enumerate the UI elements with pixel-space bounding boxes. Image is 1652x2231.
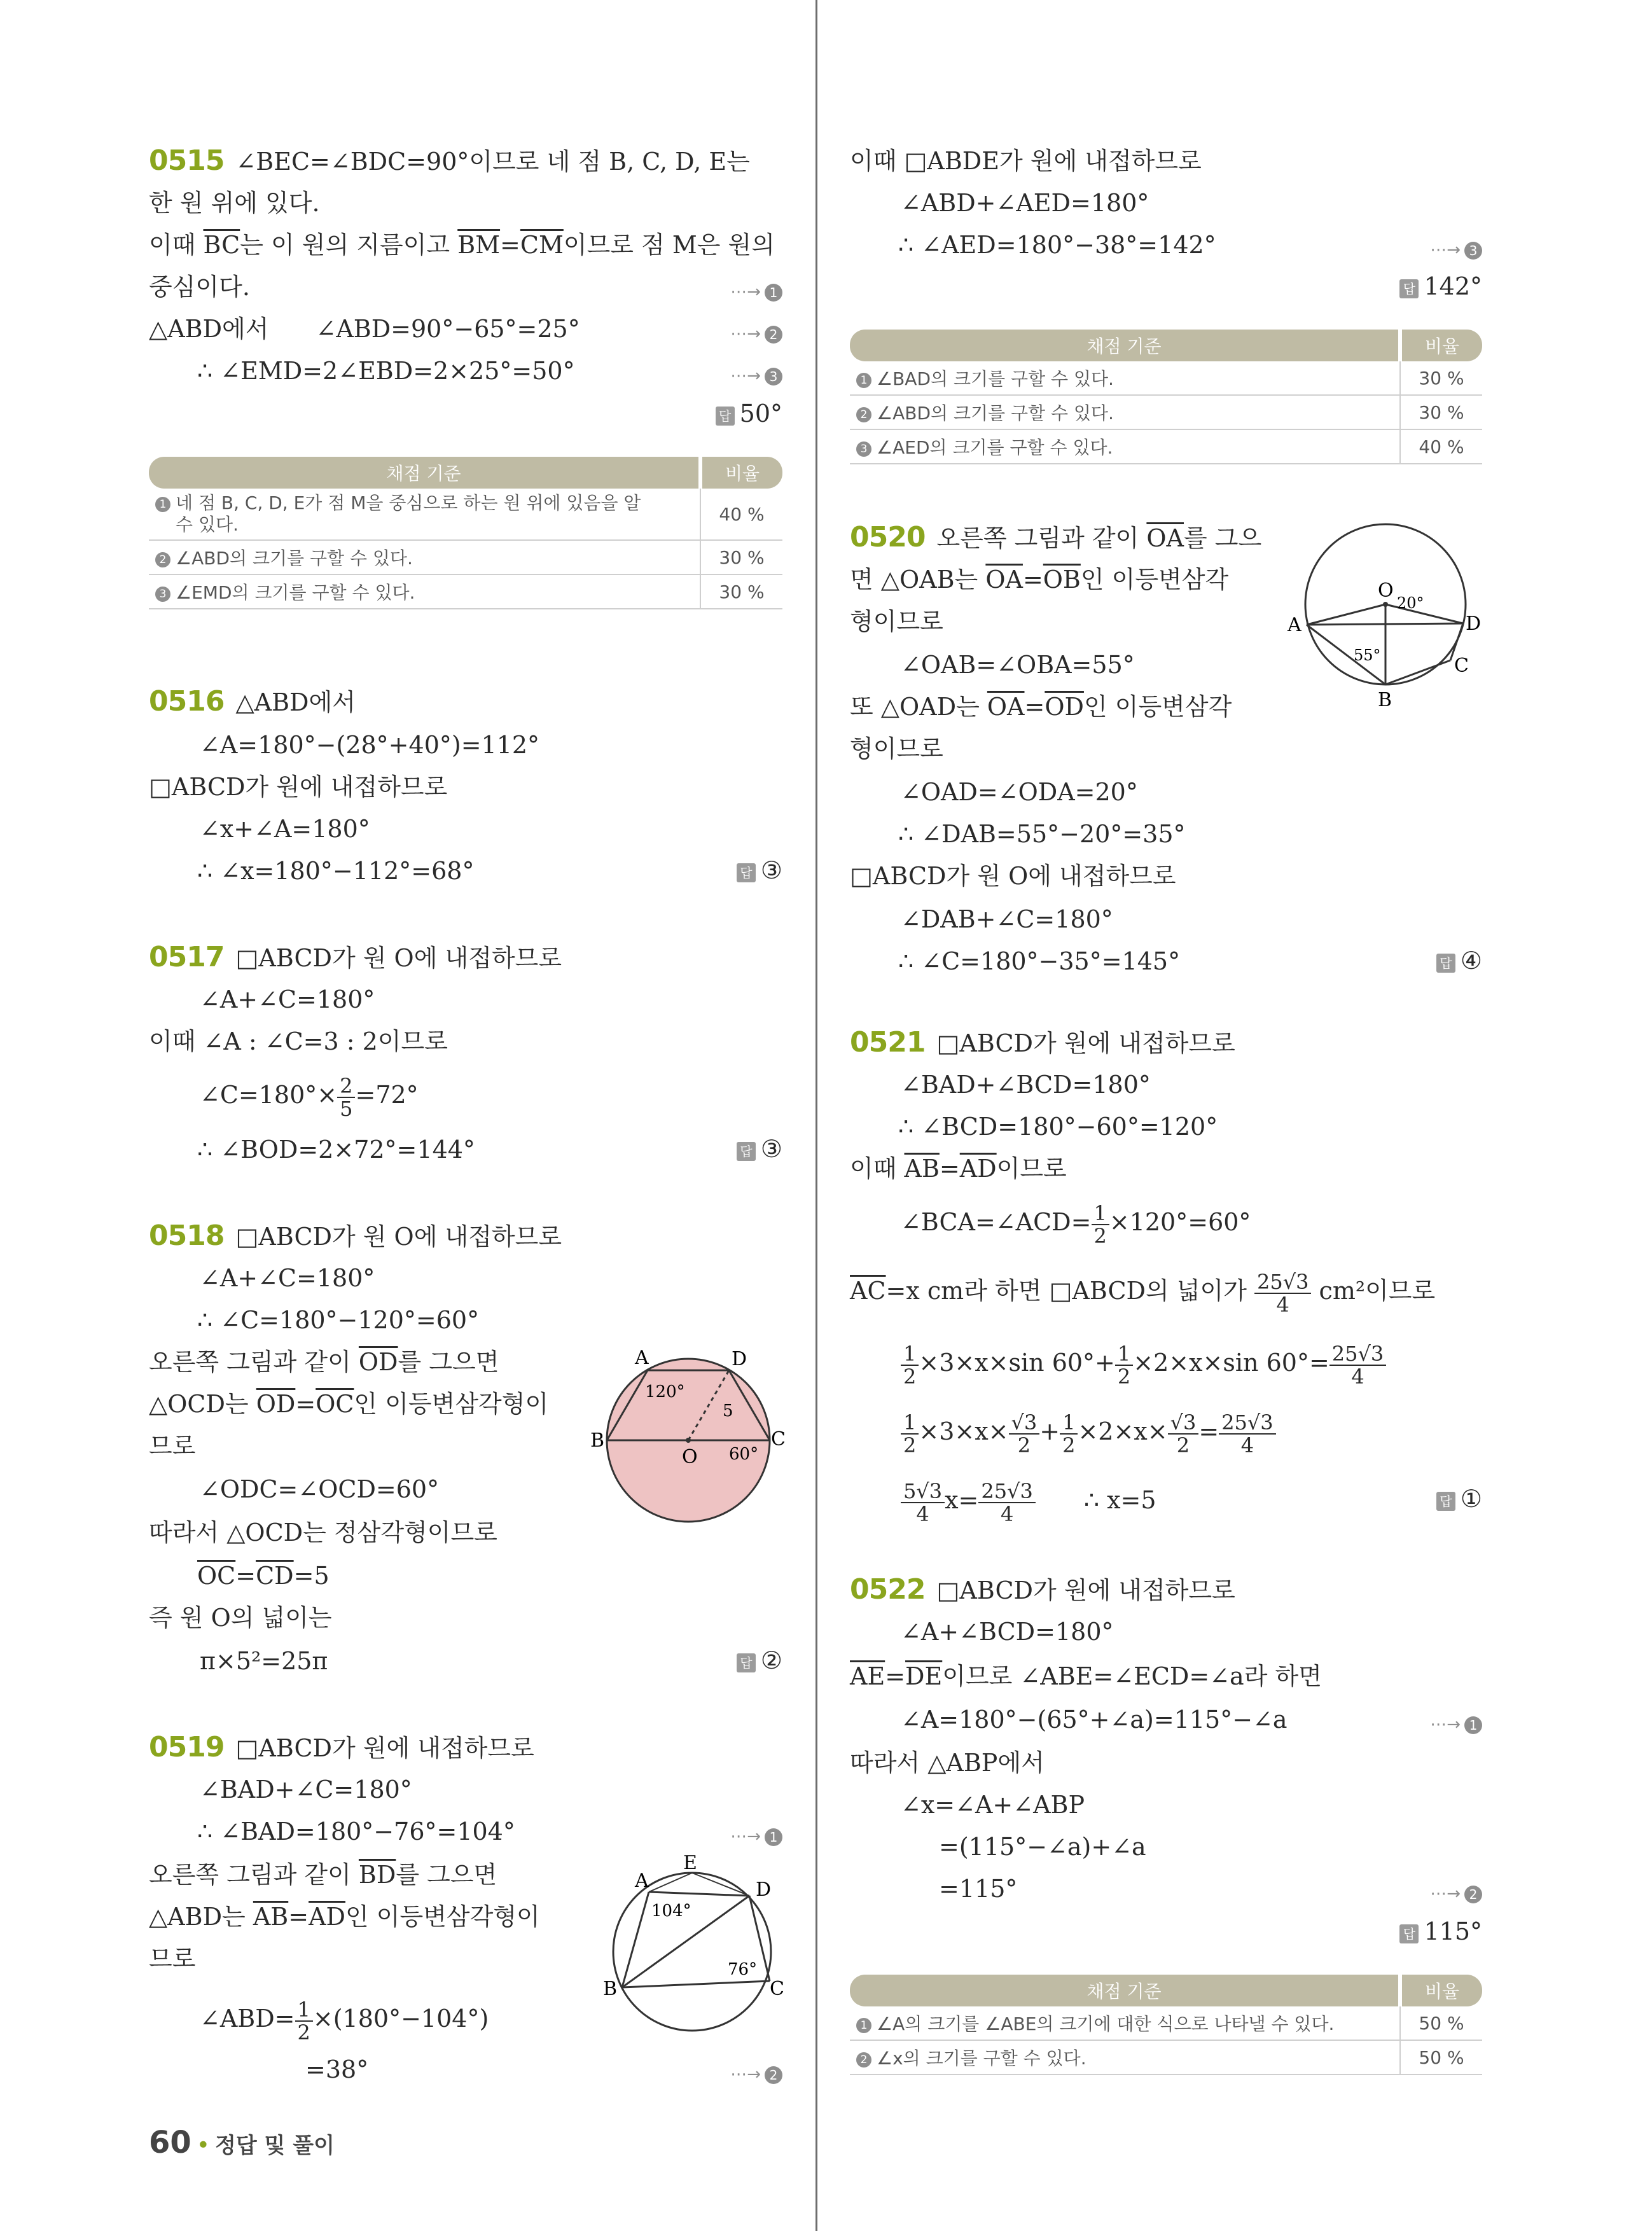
fraction: $\frac{1}{2}$ — [1115, 1343, 1133, 1387]
criteria-row: 3 ∠EMD의 크기를 구할 수 있다. 30 % — [149, 574, 782, 609]
problem-0519-line-5: △ABD는 $\overline{AB}=\overline{AD}$인 이등변삼각형이 — [149, 1903, 540, 1931]
side-bc — [1385, 660, 1450, 685]
problem-0519-line-1: 0519 □ABCD가 원에 내접하므로 — [149, 1731, 534, 1763]
problem-number: 0515 — [149, 144, 225, 177]
problem-0520-line-1: 0520 오른쪽 그림과 같이 $\overline{OA}$를 그으 — [850, 521, 1262, 553]
problem-0518-line-1: 0518 □ABCD가 원 O에 내접하므로 — [149, 1220, 562, 1252]
label-c: C — [770, 1978, 784, 2000]
step-marker-2: ⋯→ 2 — [730, 319, 782, 349]
problem-0518-line-8: 따라서 △OCD는 정삼각형이므로 — [149, 1519, 497, 1546]
criteria-row: 3 ∠AED의 크기를 구할 수 있다. 40 % — [850, 429, 1482, 464]
figure-0519 — [603, 1852, 784, 2042]
label-b: B — [603, 1978, 618, 2000]
label-angle-60: 60° — [729, 1445, 759, 1464]
problem-0520-line-11: ∴ ∠C=180°−35°=145° — [898, 947, 1181, 975]
label-b: B — [590, 1429, 605, 1452]
problem-0522-line-6: ∠x=∠A+∠ABP — [901, 1791, 1085, 1819]
label-c: C — [1454, 655, 1469, 677]
problem-number: 0521 — [850, 1026, 926, 1059]
column-divider — [816, 0, 817, 2231]
problem-0520-line-3: 형이므로 — [850, 608, 943, 636]
left-column — [149, 0, 786, 2231]
problem-0519-line-3: ∴ ∠BAD=180°−76°=104° ⋯→ 1 — [197, 1817, 782, 1846]
problem-0515-line-1: 0515 ∠BEC=∠BDC=90°이므로 네 점 B, C, D, E는 — [149, 144, 750, 177]
label-c: C — [771, 1428, 786, 1450]
fraction: $\frac{25√3}{4}$ — [1254, 1271, 1311, 1316]
problem-0519-line-2: ∠BAD+∠C=180° — [200, 1776, 412, 1804]
label-e: E — [683, 1852, 697, 1874]
problem-0515-line-3: 이때 $\overline{BC}$는 이 원의 지름이고 $\overline{BM}=\overline{CM}$이므로 점 M은 원의 — [149, 231, 775, 259]
problem-0522-line-2: ∠A+∠BCD=180° — [901, 1618, 1114, 1646]
label-angle-120: 120° — [645, 1382, 685, 1401]
label-angle-55: 55° — [1354, 646, 1381, 664]
problem-0516-line-4: ∠x+∠A=180° — [200, 815, 370, 843]
criteria-header-title: 채점 기준 — [850, 330, 1400, 361]
problem-number: 0520 — [850, 521, 926, 553]
label-o: O — [1378, 580, 1394, 602]
problem-0520-line-6: 형이므로 — [850, 735, 943, 763]
answer-0518: 답 ② — [737, 1646, 782, 1674]
fraction: $\frac{√3}{2}$ — [1009, 1412, 1040, 1456]
segment-ao — [1307, 604, 1385, 625]
step-marker-2: ⋯→ 2 — [730, 2060, 782, 2089]
step-marker-2: ⋯→ 2 — [1430, 1879, 1482, 1908]
criteria-table-0515 — [149, 457, 782, 609]
step-marker-3: ⋯→ 3 — [1430, 235, 1482, 265]
problem-0518-line-10: 즉 원 O의 넓이는 — [149, 1604, 332, 1632]
problem-0522-line-8: =115° ⋯→ 2 — [939, 1874, 1482, 1903]
step-marker-3: ⋯→ 3 — [730, 361, 782, 391]
problem-0519-line-6: 므로 — [149, 1945, 196, 1973]
criteria-header-ratio: 비율 — [1400, 330, 1482, 361]
problem-0522-line-1: 0522 □ABCD가 원에 내접하므로 — [850, 1573, 1235, 1606]
problem-0518-line-7: ∠ODC=∠OCD=60° — [200, 1475, 440, 1503]
problem-0518-line-11: π×5²=25π — [200, 1647, 328, 1675]
right-column — [850, 0, 1482, 2231]
problem-0520-line-2: 면 △OAB는 $\overline{OA}=\overline{OB}$인 이등변삼각 — [850, 566, 1229, 594]
criteria-row: 1 ∠BAD의 크기를 구할 수 있다. 30 % — [850, 361, 1482, 395]
problem-0520-line-8: ∴ ∠DAB=55°−20°=35° — [898, 820, 1186, 848]
problem-0515-line-2: 한 원 위에 있다. — [149, 189, 320, 217]
problem-number: 0518 — [149, 1220, 225, 1252]
fraction: $\frac{25√3}{4}$ — [1219, 1412, 1275, 1456]
answer-0517: 답 ③ — [737, 1135, 782, 1163]
problem-0521-line-4: 이때 $\overline{AB}=\overline{AD}$이므로 — [850, 1155, 1067, 1183]
problem-0518-line-4: 오른쪽 그림과 같이 $\overline{OD}$를 그으면 — [149, 1348, 499, 1376]
step-marker-1: ⋯→ 1 — [1430, 1710, 1482, 1739]
label-angle-76: 76° — [728, 1960, 758, 1979]
label-angle-20: 20° — [1397, 594, 1424, 612]
criteria-row: 2 ∠x의 크기를 구할 수 있다. 50 % — [850, 2040, 1482, 2075]
problem-0515-line-5: △ABD에서 ∠ABD=90°−65°=25° ⋯→ 2 — [149, 314, 782, 344]
criteria-row: 2 ∠ABD의 크기를 구할 수 있다. 30 % — [149, 540, 782, 574]
fraction: $\frac{5√3}{4}$ — [901, 1480, 945, 1525]
label-d: D — [756, 1879, 772, 1901]
fraction: $\frac{1}{2}$ — [295, 1999, 313, 2043]
center-point — [686, 1438, 691, 1443]
fraction: $\frac{25√3}{4}$ — [978, 1480, 1035, 1525]
label-a: A — [1288, 614, 1301, 636]
label-angle-104: 104° — [651, 1901, 691, 1921]
problem-0519-line-7: ∠ABD= $\frac{1}{2}$ ×(180°−104°) — [200, 1997, 489, 2045]
answer-0520: 답 ④ — [1436, 947, 1482, 975]
label-d: D — [1466, 613, 1482, 635]
problem-0520-line-10: ∠DAB+∠C=180° — [901, 905, 1113, 933]
fraction: $\frac{25√3}{4}$ — [1329, 1343, 1386, 1387]
side-ad — [649, 1892, 749, 1896]
fraction: $\frac{1}{2}$ — [901, 1412, 919, 1456]
problem-0521-line-3: ∴ ∠BCD=180°−60°=120° — [898, 1113, 1218, 1141]
criteria-row: 1 ∠A의 크기를 ∠ABE의 크기에 대한 식으로 나타낼 수 있다. 50 % — [850, 2006, 1482, 2040]
step-marker-1: ⋯→ 1 — [730, 277, 782, 307]
side-bc — [622, 1981, 770, 1987]
label-d: D — [732, 1348, 747, 1370]
criteria-row: 1 네 점 B, C, D, E가 점 M을 중심으로 하는 원 위에 있음을 알 수 있다. 40 % — [149, 489, 782, 540]
problem-0521-line-6: $\overline{AC}=x$ cm라 하면 □ABCD의 넓이가 $\frac{25√3}{4}$ cm²이므로 — [850, 1269, 1436, 1317]
figure-0520 — [1288, 522, 1482, 712]
label-a: A — [635, 1870, 649, 1892]
problem-0517-line-3: 이때 ∠A : ∠C=3 : 2이므로 — [149, 1027, 448, 1055]
segment-ed — [692, 1873, 749, 1896]
fraction: $\frac{2}{5}$ — [337, 1075, 355, 1120]
problem-0518-line-3: ∴ ∠C=180°−120°=60° — [197, 1306, 480, 1334]
fraction: $\frac{√3}{2}$ — [1168, 1412, 1199, 1456]
problem-0516-line-5: ∴ ∠x=180°−112°=68° — [197, 857, 475, 885]
problem-number: 0517 — [149, 941, 225, 973]
problem-0517-line-1: 0517 □ABCD가 원 O에 내접하므로 — [149, 941, 562, 973]
criteria-header-ratio: 비율 — [1400, 1975, 1482, 2006]
problem-0518-line-9: $\overline{OC}=\overline{CD}=5$ — [197, 1562, 330, 1590]
problem-0516-line-1: 0516 △ABD에서 — [149, 685, 356, 718]
answer-0515: 답 50° — [716, 400, 782, 427]
problem-0518-line-2: ∠A+∠C=180° — [200, 1264, 375, 1292]
problem-0521-line-7: $\frac{1}{2}$ ×3×x×sin 60°+ $\frac{1}{2}$ ×2×x×sin 60°= $\frac{25√3}{4}$ — [901, 1338, 1386, 1387]
problem-0519-cont-line-1: 이때 □ABDE가 원에 내접하므로 — [850, 147, 1202, 175]
problem-0518-line-5: △OCD는 $\overline{OD}=\overline{OC}$인 이등변삼각형이 — [149, 1390, 549, 1418]
criteria-header-ratio: 비율 — [700, 457, 782, 489]
problem-0521-line-9: $\frac{5√3}{4}$ x= $\frac{25√3}{4}$ ∴ x=5 — [901, 1476, 1156, 1525]
problem-0519-line-4: 오른쪽 그림과 같이 $\overline{BD}$를 그으면 — [149, 1861, 497, 1889]
problem-0522-line-7: =(115°−∠a)+∠a — [939, 1833, 1146, 1861]
problem-number: 0522 — [850, 1573, 926, 1606]
step-marker-1: ⋯→ 1 — [730, 1822, 782, 1851]
answer-0519: 답 142° — [1399, 272, 1482, 300]
criteria-table-0522 — [850, 1975, 1482, 2075]
problem-0522-line-5: 따라서 △ABP에서 — [850, 1749, 1045, 1777]
problem-number: 0516 — [149, 685, 225, 718]
fraction: $\frac{1}{2}$ — [1060, 1412, 1078, 1456]
label-length-5: 5 — [723, 1401, 733, 1421]
problem-0516-line-3: □ABCD가 원에 내접하므로 — [149, 773, 448, 801]
problem-0520-line-5: 또 △OAD는 $\overline{OA}=\overline{OD}$인 이등변삼각 — [850, 693, 1232, 721]
side-ba — [622, 1892, 649, 1987]
criteria-table-0519 — [850, 330, 1482, 464]
problem-0516-line-2: ∠A=180°−(28°+40°)=112° — [200, 731, 540, 759]
problem-0515-line-6: ∴ ∠EMD=2∠EBD=2×25°=50° ⋯→ 3 — [197, 356, 782, 386]
answer-0521: 답 ① — [1436, 1485, 1482, 1513]
criteria-row: 2 ∠ABD의 크기를 구할 수 있다. 30 % — [850, 395, 1482, 429]
center-point — [1383, 602, 1388, 607]
label-b: B — [1378, 689, 1392, 711]
problem-0520-line-7: ∠OAD=∠ODA=20° — [901, 778, 1138, 806]
label-o: O — [682, 1446, 698, 1468]
problem-0518-line-6: 므로 — [149, 1432, 196, 1460]
problem-0519-cont-line-3: ∴ ∠AED=180°−38°=142° ⋯→ 3 — [898, 230, 1482, 260]
problem-0522-line-3: $\overline{AE}=\overline{DE}$이므로 ∠ABE=∠ECD=∠a라 하면 — [850, 1662, 1322, 1690]
problem-0517-line-2: ∠A+∠C=180° — [200, 985, 375, 1013]
problem-0520-line-9: □ABCD가 원 O에 내접하므로 — [850, 862, 1176, 890]
problem-0521-line-8: $\frac{1}{2}$ ×3×x× $\frac{√3}{2}$ + $\frac{1}{2}$ ×2×x× $\frac{√3}{2}$ = $\frac{25√3}{4}$ — [901, 1407, 1276, 1456]
problem-0521-line-5: ∠BCA=∠ACD= $\frac{1}{2}$ ×120°=60° — [901, 1200, 1251, 1248]
problem-0517-line-5: ∴ ∠BOD=2×72°=144° — [197, 1136, 475, 1164]
problem-0515-line-4: 중심이다. ⋯→ 1 — [149, 272, 782, 302]
answer-0516: 답 ③ — [737, 856, 782, 884]
fraction: $\frac{1}{2}$ — [1092, 1202, 1109, 1247]
problem-0520-line-4: ∠OAB=∠OBA=55° — [901, 651, 1135, 679]
problem-0521-line-1: 0521 □ABCD가 원에 내접하므로 — [850, 1026, 1235, 1059]
figure-0518 — [590, 1346, 786, 1531]
problem-0521-line-2: ∠BAD+∠BCD=180° — [901, 1071, 1151, 1099]
problem-0517-line-4: ∠C=180°× $\frac{2}{5}$ =72° — [200, 1073, 419, 1121]
problem-0519-cont-line-2: ∠ABD+∠AED=180° — [901, 189, 1149, 217]
answer-0522: 답 115° — [1399, 1917, 1482, 1945]
problem-0519-line-8: =38° ⋯→ 2 — [305, 2055, 782, 2084]
page-footer: 60 • 정답 및 풀이 — [149, 2125, 335, 2160]
problem-number: 0519 — [149, 1731, 225, 1763]
criteria-header-title: 채점 기준 — [850, 1975, 1400, 2006]
criteria-header-title: 채점 기준 — [149, 457, 700, 489]
fraction: $\frac{1}{2}$ — [901, 1343, 919, 1387]
problem-0522-line-4: ∠A=180°−(65°+∠a)=115°−∠a ⋯→ 1 — [901, 1705, 1482, 1734]
label-a: A — [635, 1347, 649, 1369]
